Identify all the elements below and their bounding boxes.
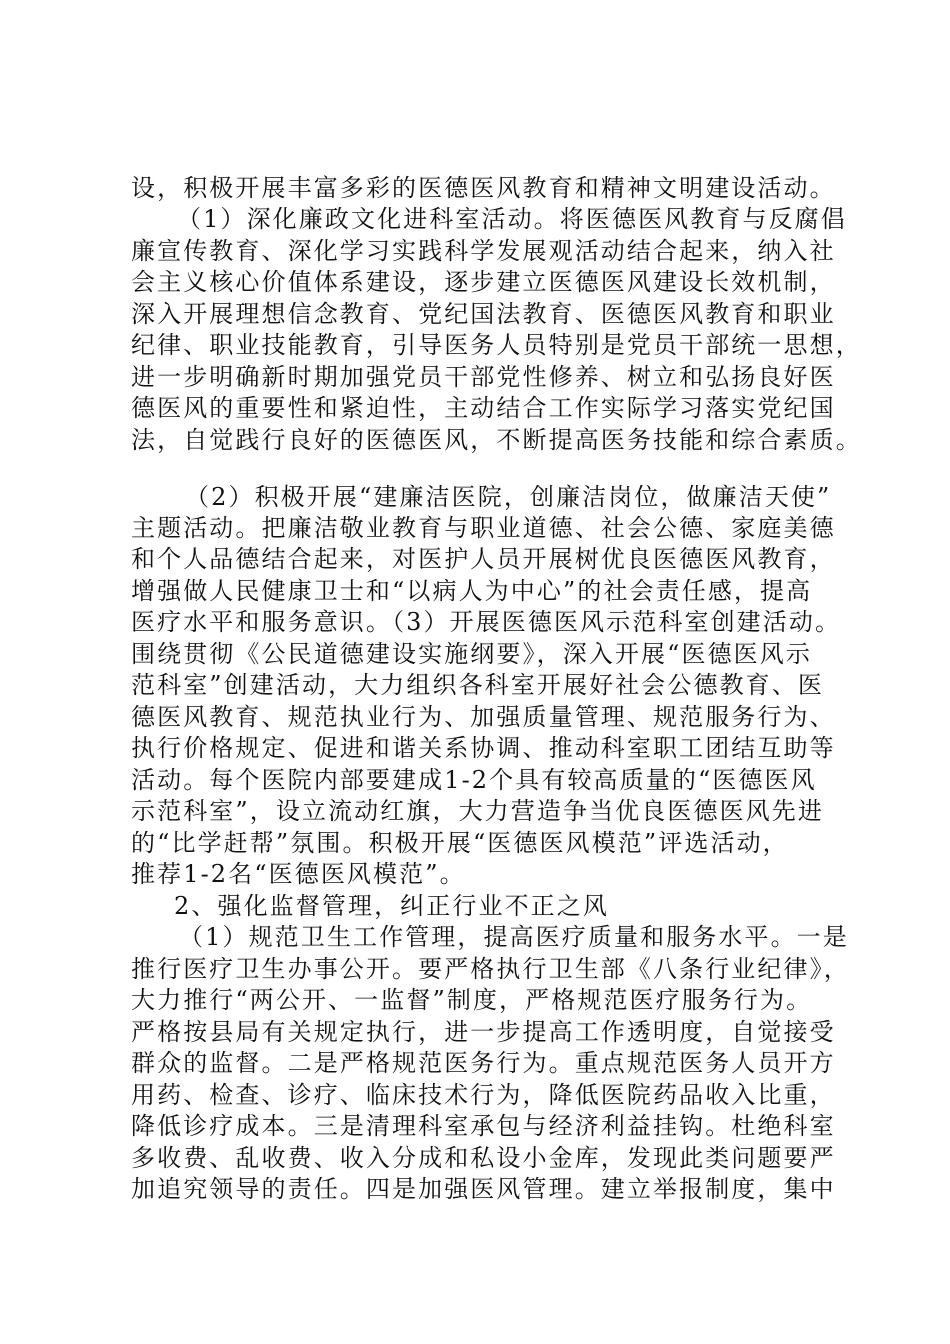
text-line: 和个人品德结合起来，对医护人员开展树优良医德医风教育，	[131, 545, 836, 573]
text-line: 的“比学赶帮”氛围。积极开展“医德医风模范”评选活动，	[131, 829, 789, 857]
text-line: 活动。每个医院内部要建成1-2个具有较高质量的“医德医风	[131, 766, 817, 794]
text-line: 严格按县局有关规定执行，进一步提高工作透明度，自觉接受	[131, 1018, 836, 1046]
text-line: 主题活动。把廉洁敬业教育与职业道德、社会公德、家庭美德	[131, 514, 836, 542]
text-line: 推荐1-2名“医德医风模范”。	[131, 860, 466, 888]
text-line: 降低诊疗成本。三是清理科室承包与经济利益挂钩。杜绝科室	[131, 1112, 836, 1140]
text-line: 执行价格规定、促进和谐关系协调、推动科室职工团结互助等	[131, 734, 836, 762]
text-line: 德医风的重要性和紧迫性，主动结合工作实际学习落实党纪国	[131, 394, 836, 422]
text-line: 范科室”创建活动，大力组织各科室开展好社会公德教育、医	[131, 671, 824, 699]
text-line: 群众的监督。二是严格规范医务行为。重点规范医务人员开方	[131, 1049, 836, 1077]
text-line: 示范科室”，设立流动红旗，大力营造争当优良医德医风先进	[131, 797, 824, 825]
text-line: 多收费、乱收费、收入分成和私设小金库，发现此类问题要严	[131, 1144, 836, 1172]
text-line: 廉宣传教育、深化学习实践科学发展观活动结合起来，纳入社	[131, 237, 836, 265]
text-line: 法，自觉践行良好的医德医风，不断提高医务技能和综合素质。	[131, 426, 862, 454]
text-line: 围绕贯彻《公民道德建设实施纲要》，深入开展“医德医风示	[131, 640, 812, 668]
text-line: （1）深化廉政文化进科室活动。将医德医风教育与反腐倡	[177, 205, 847, 233]
text-line: 大力推行“两公开、一监督”制度，严格规范医疗服务行为。	[131, 986, 813, 1014]
text-line: 纪律、职业技能教育，引导医务人员特别是党员干部统一思想，	[131, 331, 862, 359]
text-line: 深入开展理想信念教育、党纪国法教育、医德医风教育和职业	[131, 300, 836, 328]
text-line: 用药、检查、诊疗、临床技术行为，降低医院药品收入比重，	[131, 1081, 836, 1109]
text-line: （2）积极开展“建廉洁医院，创廉洁岗位，做廉洁天使”	[185, 483, 832, 511]
text-line: 医疗水平和服务意识。（3）开展医德医风示范科室创建活动。	[131, 608, 842, 636]
section-heading: 2、强化监督管理，纠正行业不正之风	[174, 892, 609, 920]
text-line: 会主义核心价值体系建设，逐步建立医德医风建设长效机制，	[131, 268, 836, 296]
text-line: 推行医疗卫生办事公开。要严格执行卫生部《八条行业纪律》，	[131, 955, 850, 983]
text-line: 设，积极开展丰富多彩的医德医风教育和精神文明建设活动。	[131, 174, 836, 202]
text-line: 进一步明确新时期加强党员干部党性修养、树立和弘扬良好医	[131, 363, 836, 391]
text-line: 德医风教育、规范执业行为、加强质量管理、规范服务行为、	[131, 703, 836, 731]
text-line: 加追究领导的责任。四是加强医风管理。建立举报制度，集中	[131, 1175, 836, 1203]
text-line: （1）规范卫生工作管理，提高医疗质量和服务水平。一是	[179, 923, 849, 951]
text-line: 增强做人民健康卫士和“以病人为中心”的社会责任感，提高	[131, 577, 813, 605]
